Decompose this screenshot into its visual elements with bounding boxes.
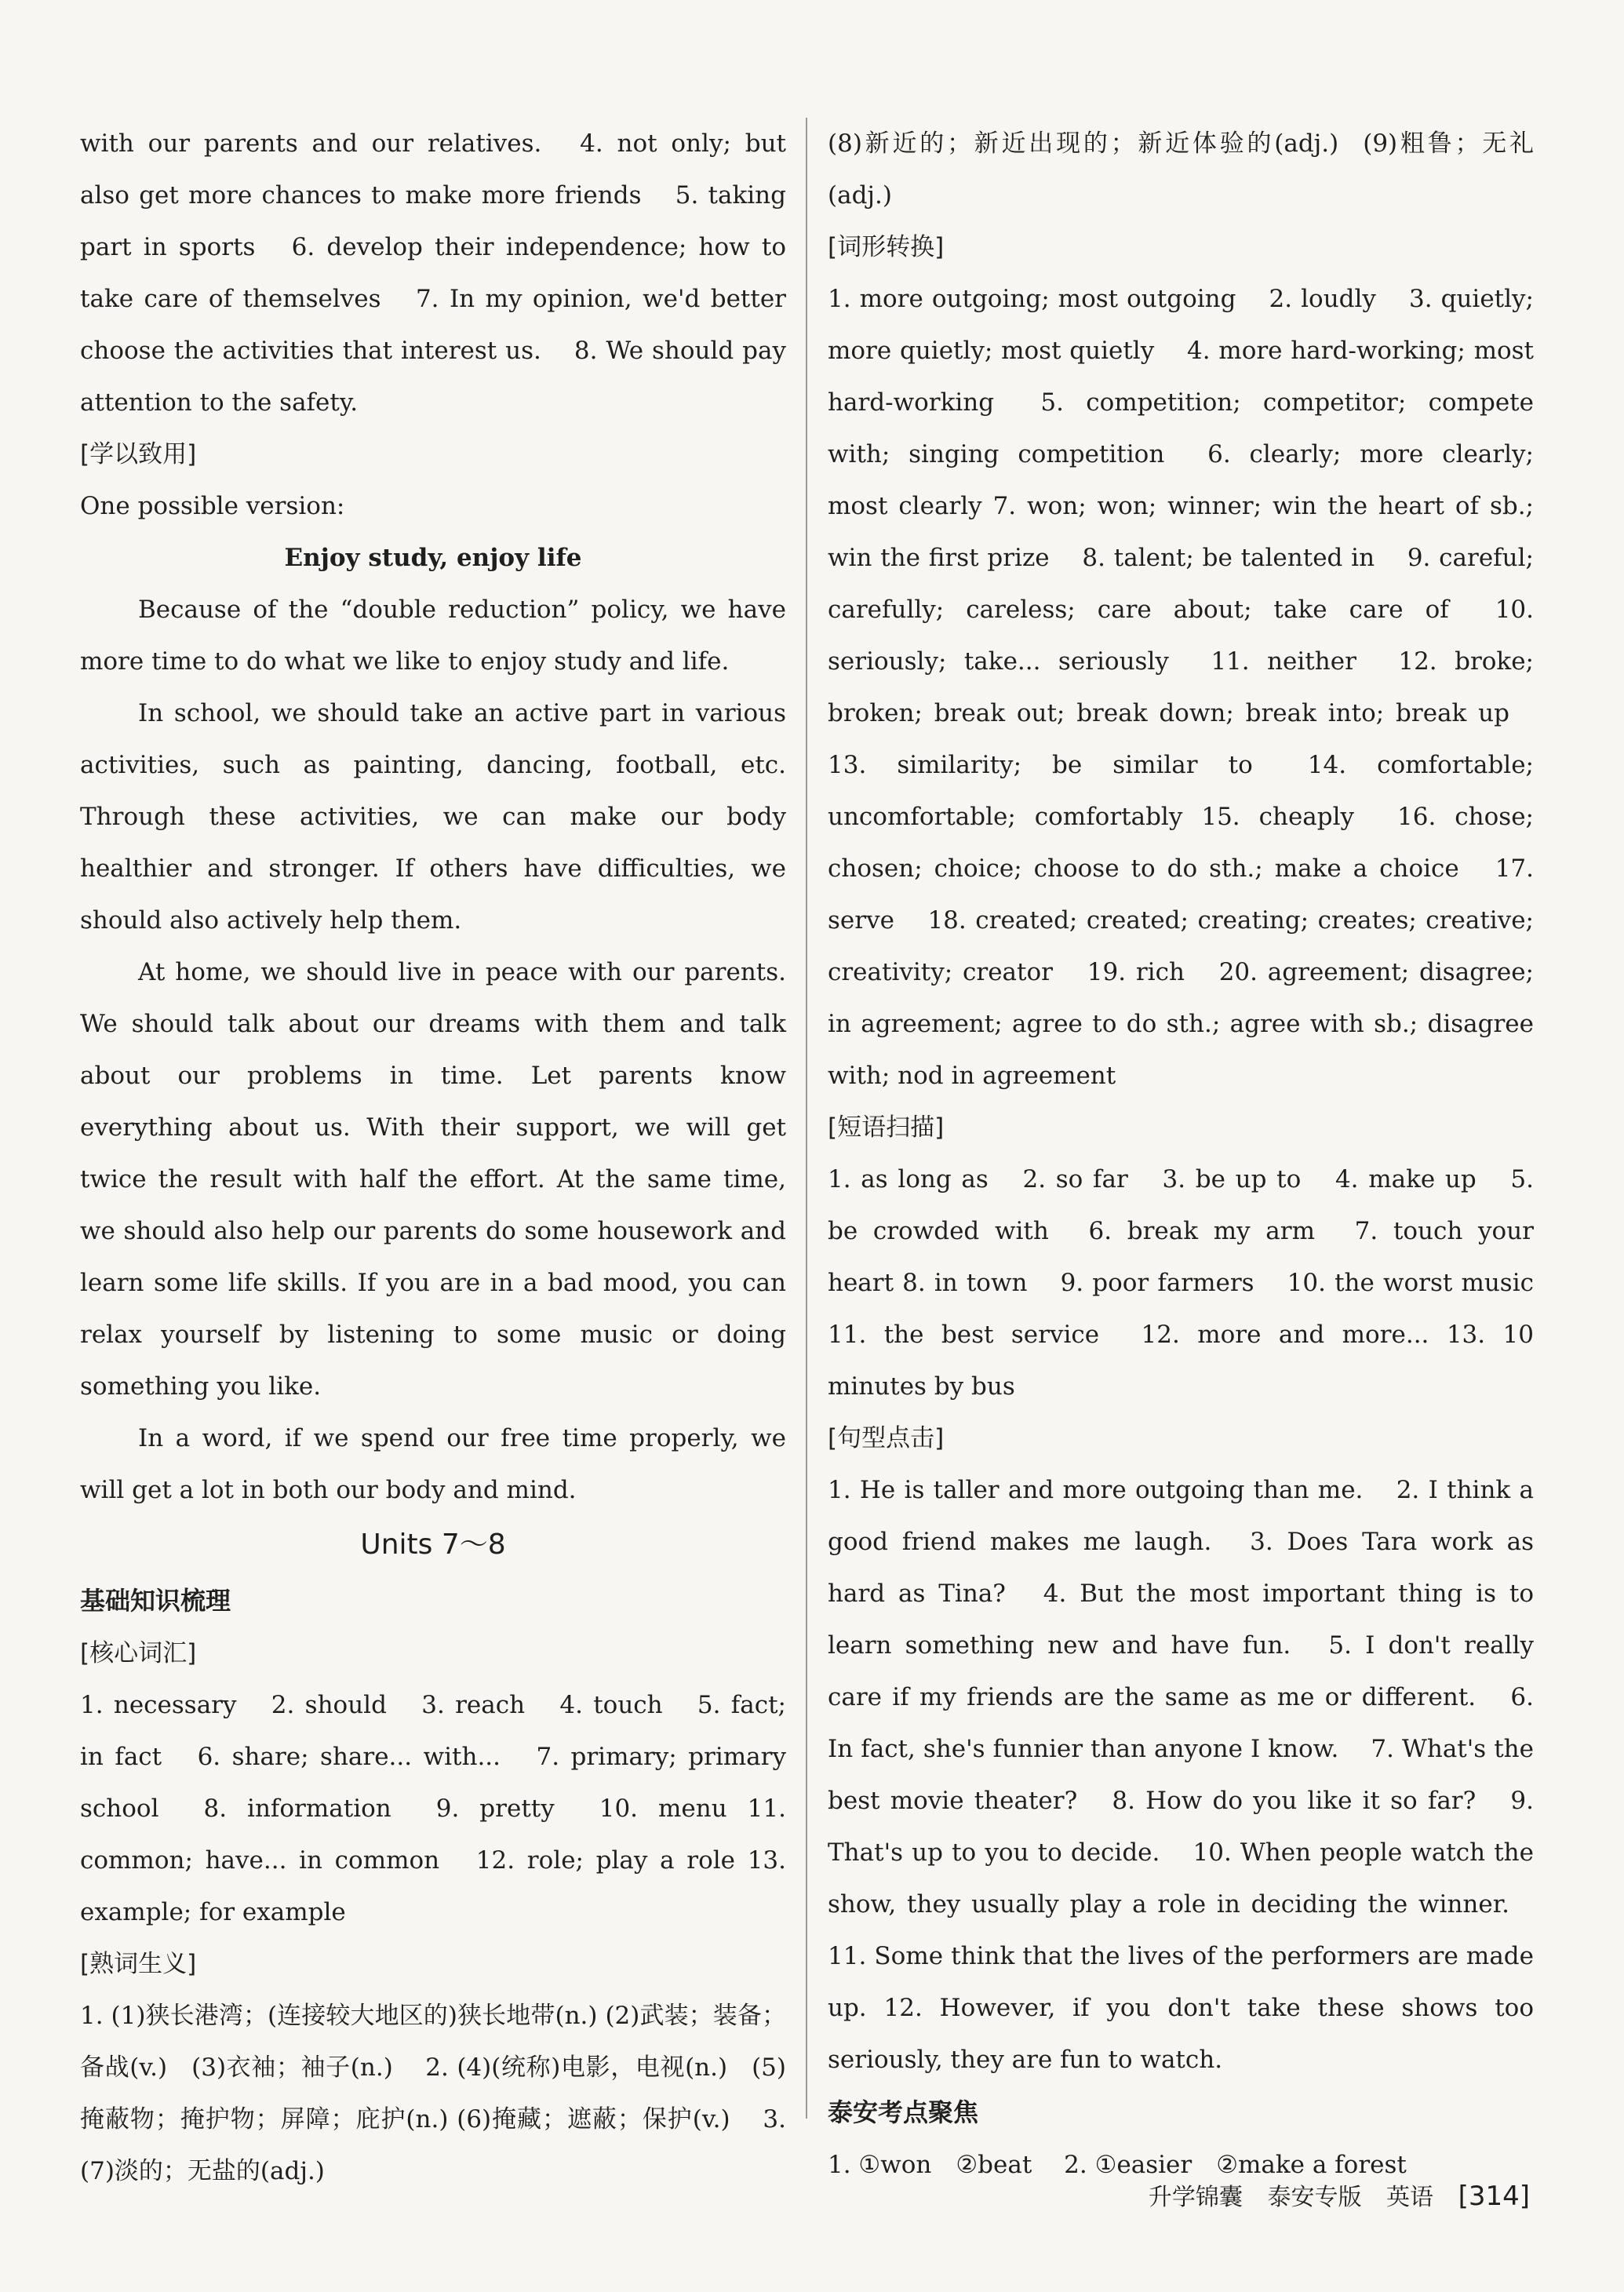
page-footer (1131, 2177, 1530, 2212)
familiar-words-continued: (8)新近的；新近出现的；新近体验的(adj.) (9)粗鲁；无礼(adj.) (828, 129, 1534, 210)
word-forms-heading: [词形转换] (828, 233, 945, 261)
unit-title: Units 7～8 (360, 1529, 506, 1561)
footer-edition: 泰安专版 (1267, 2184, 1362, 2211)
page-number: [314] (1458, 2181, 1530, 2212)
apply-heading: [学以致用] (80, 440, 197, 468)
right-column (828, 118, 1534, 2191)
taian-answers: 1. ①won ②beat 2. ①easier ②make a forest (828, 2151, 1407, 2179)
taian-heading: 泰安考点聚焦 (828, 2097, 979, 2127)
basics-heading: 基础知识梳理 (80, 1586, 231, 1616)
essay-paragraph: In a word, if we spend our free time properly, we will get a lot in both our body and mind. (80, 1424, 786, 1504)
column-divider (806, 118, 807, 2119)
essay-paragraph: Because of the “double reduction” policy, we have more time to do what we like to enjoy study and life. (80, 596, 786, 676)
footer-subject: 英语 (1386, 2184, 1434, 2211)
familiar-words-heading: [熟词生义] (80, 1950, 197, 1978)
continued-answers: with our parents and our relatives. 4. not only; but also get more chances to make more friends 5. taking part in sports 6. develop their independence; how to take care of themselves 7. In my opinion, we'd better choose the activities that interest us. 8. We should pay attention to the safety. (80, 129, 786, 417)
sentence-list: 1. He is taller and more outgoing than me. 2. I think a good friend makes me laugh. 3. Does Tara work as hard as Tina? 4. But the most important thing is to learn something new and have fun. 5. I don't really care if my friends are the same as me or different. 6. In fact, she's funnier than anyone I know. 7. What's the best movie theater? 8. How do you like it so far? 9. That's up to you to decide. 10. When people watch the show, they usually play a role in deciding the winner. 11. Some think that the lives of the performers are made up. 12. However, if you don't take these shows too seriously, they are fun to watch. (828, 1476, 1534, 2074)
familiar-words-list: 1. (1)狭长港湾；(连接较大地区的)狭长地带(n.) (2)武装；装备；备战(v.) (3)衣袖；袖子(n.) 2. (4)(统称)电影，电视(n.) (5)掩蔽物；掩护物；屏障；庇护(n.) (6)掩藏；遮蔽；保护(v.) 3. (7)淡的；无盐的(adj.) (80, 2002, 786, 2185)
word-forms-list: 1. more outgoing; most outgoing 2. loudly 3. quietly; more quietly; most quietly 4. more hard-working; most hard-working 5. competition; competitor; compete with; singing competition 6. clearly; more clearly; most clearly 7. won; won; winner; win the heart of sb.; win the first prize 8. talent; be talented in 9. careful; carefully; careless; care about; take care of 10. seriously; take... seriously 11. neither 12. broke; broken; break out; break down; break into; break up 13. similarity; be similar to 14. comfortable; uncomfortable; comfortably 15. cheaply 16. chose; chosen; choice; choose to do sth.; make a choice 17. serve 18. created; created; creating; creates; creative; creativity; creator 19. rich 20. agreement; disagree; in agreement; agree to do sth.; agree with sb.; disagree with; nod in agreement (828, 285, 1534, 1090)
phrase-list: 1. as long as 2. so far 3. be up to 4. make up 5. be crowded with 6. break my arm 7. touch your heart 8. in town 9. poor farmers 10. the worst music 11. the best service 12. more and more... 13. 10 minutes by bus (828, 1165, 1534, 1401)
essay-paragraph: At home, we should live in peace with our parents. We should talk about our dreams with them and talk about our problems in time. Let parents know everything about us. With their support, we will get twice the result with half the effort. At the same time, we should also help our parents do some housework and learn some life skills. If you are in a bad mood, you can relax yourself by listening to some music or doing something you like. (80, 958, 786, 1401)
core-vocab-heading: [核心词汇] (80, 1639, 197, 1667)
footer-book: 升学锦囊 (1148, 2184, 1243, 2211)
essay-title: Enjoy study, enjoy life (284, 544, 582, 572)
core-vocab-list: 1. necessary 2. should 3. reach 4. touch 5. fact; in fact 6. share; share... with... 7. primary; primary school 8. information 9. pretty 10. menu 11. common; have... in common 12. role; play a role 13. example; for example (80, 1691, 786, 1926)
sentence-heading: [句型点击] (828, 1424, 945, 1452)
version-label: One possible version: (80, 492, 345, 520)
phrase-heading: [短语扫描] (828, 1113, 945, 1142)
left-column (80, 118, 786, 2197)
essay-paragraph: In school, we should take an active part in various activities, such as painting, dancing, football, etc. Through these activities, we can make our body healthier and stronger. If others have difficulties, we should also actively help them. (80, 699, 786, 935)
